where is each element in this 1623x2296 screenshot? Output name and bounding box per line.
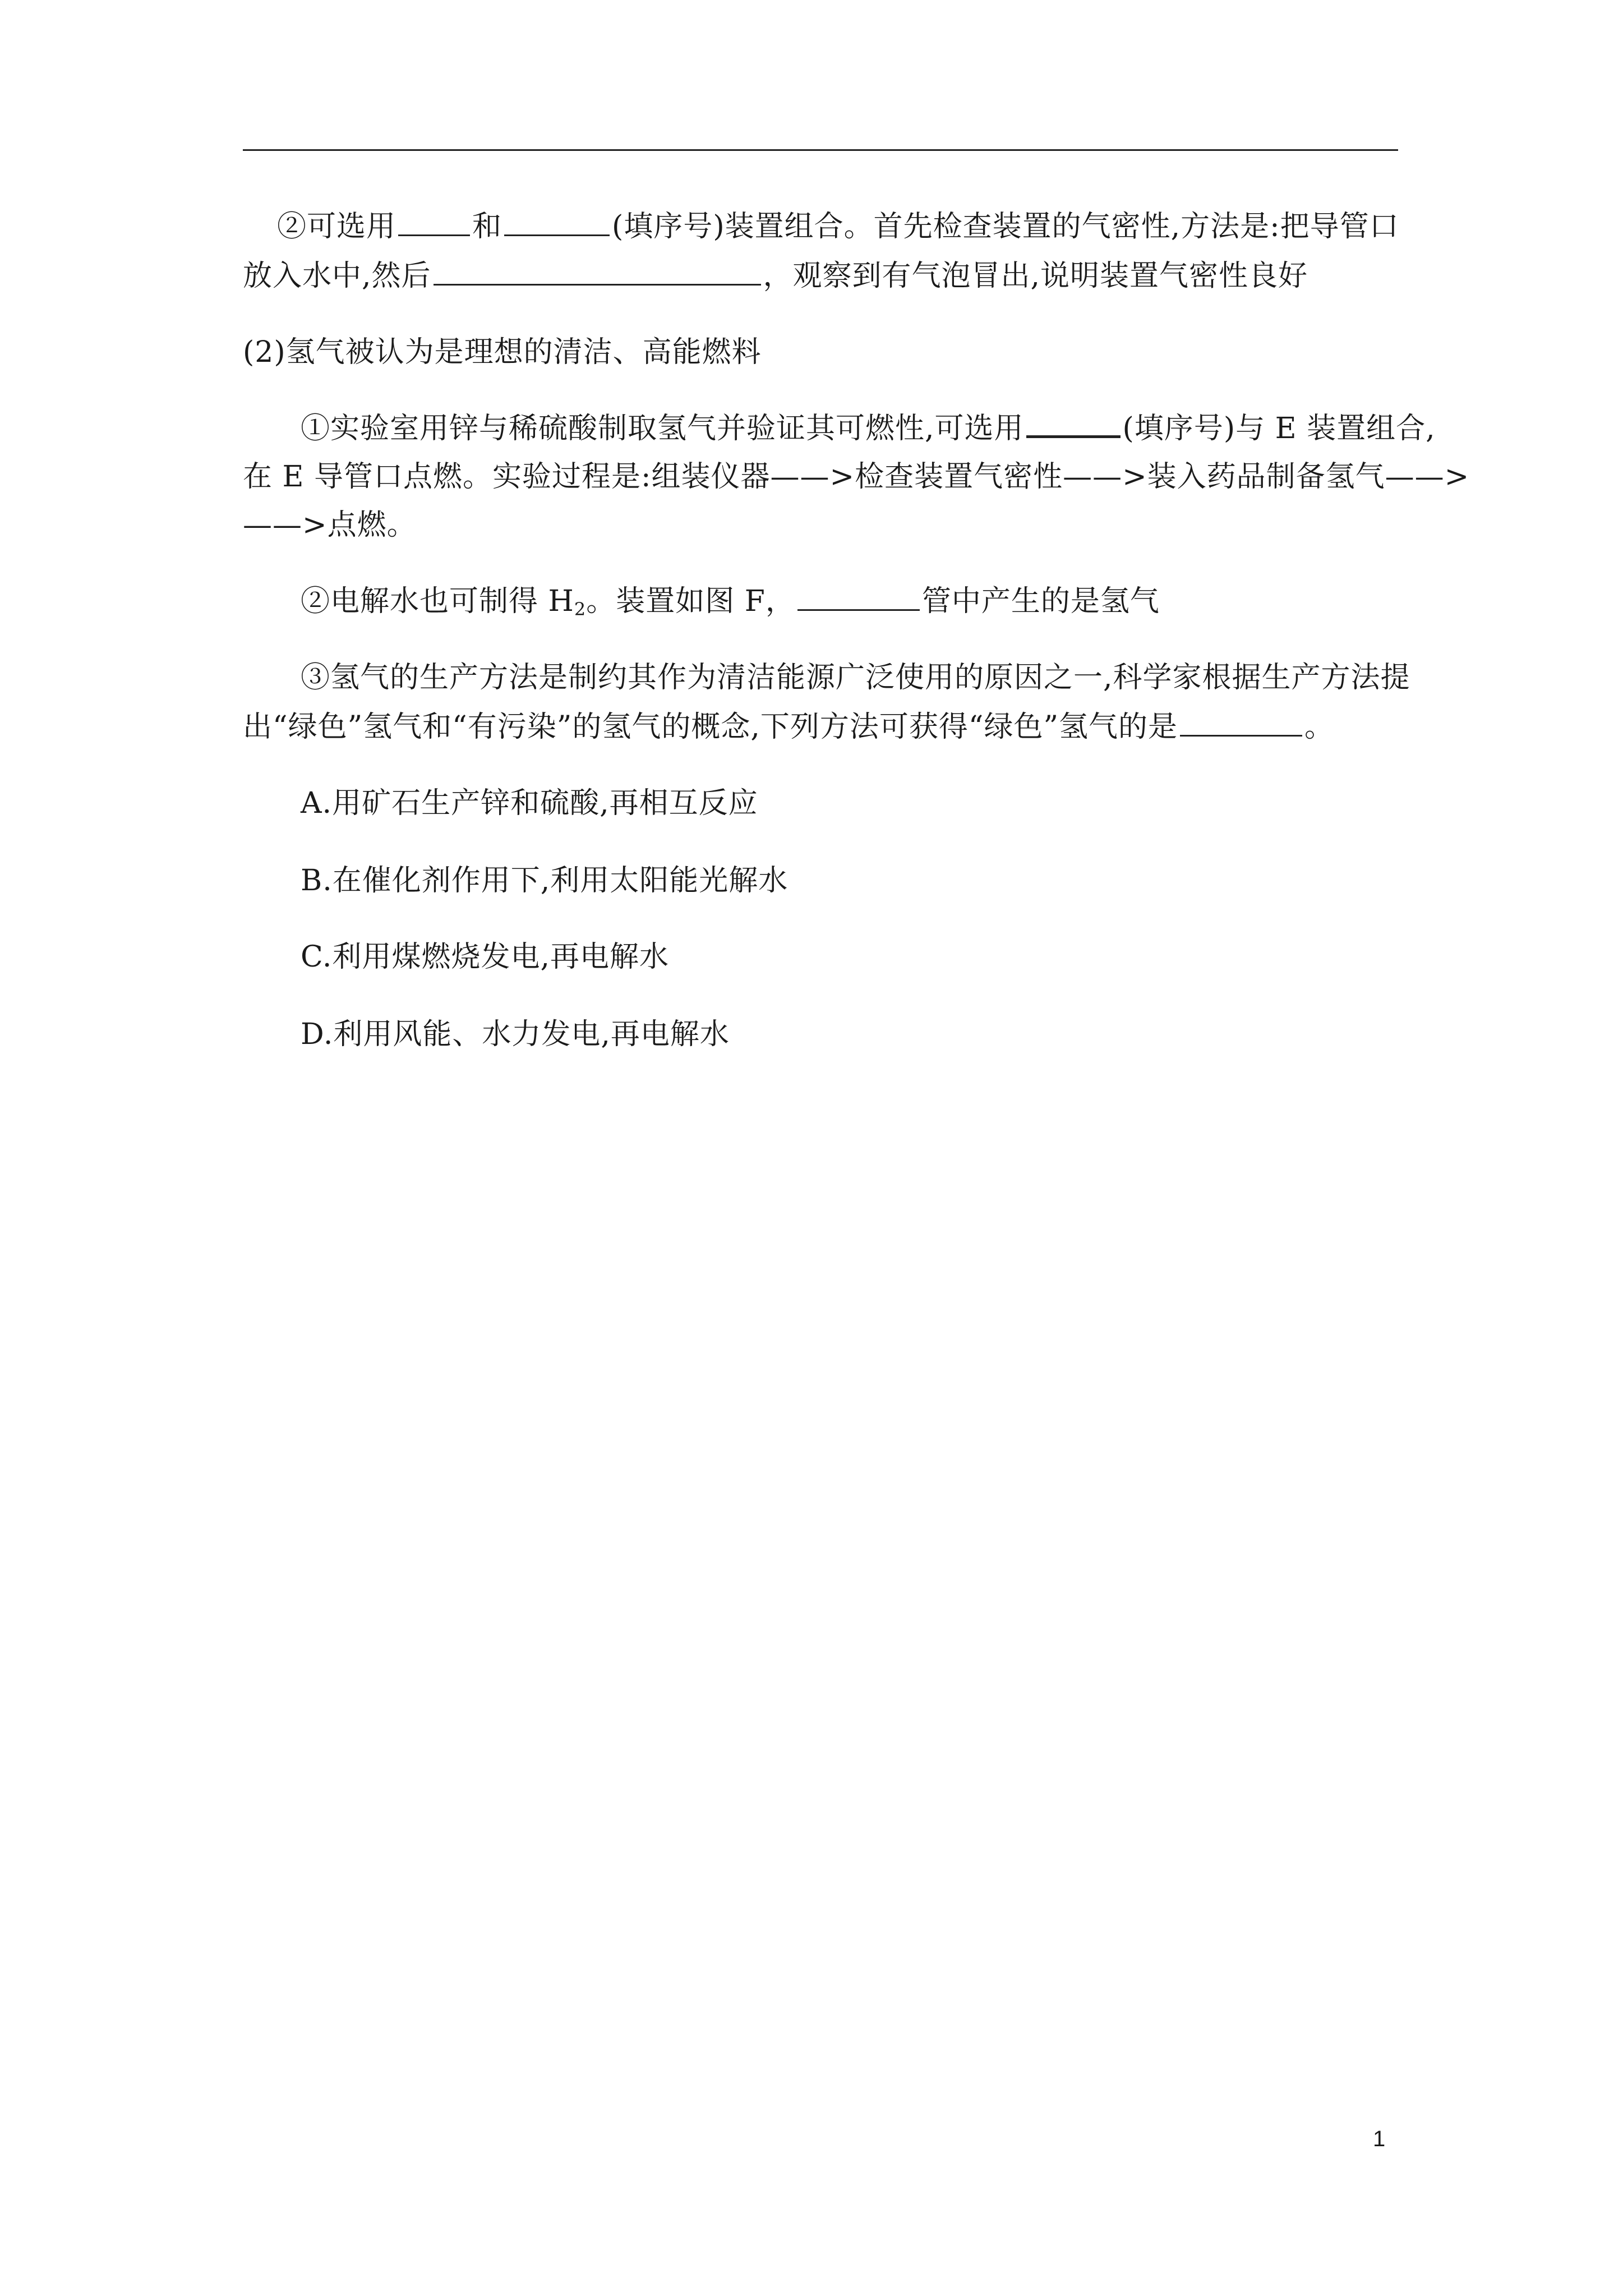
option-c: C.利用煤燃烧发电,再电解水	[301, 940, 669, 974]
option-b: B.在催化剂作用下,利用太阳能光解水	[301, 864, 789, 898]
question-2-3-line-2: 出“绿色”氢气和“有污染”的氢气的概念,下列方法可获得“绿色”氢气的是 。	[243, 707, 1334, 747]
question-1-2-line-2: 放入水中,然后 ，观察到有气泡冒出,说明装置气密性良好	[243, 256, 1308, 296]
question-2-1-line-2: 在 E 导管口点燃。实验过程是:组装仪器——>检查装置气密性——>装入药品制备氢气——>	[243, 460, 1470, 494]
question-2-1-line-3: ——>点燃。	[243, 508, 417, 542]
question-2-3-line-1: ③氢气的生产方法是制约其作为清洁能源广泛使用的原因之一,科学家根据生产方法提	[301, 661, 1410, 694]
option-a: A.用矿石生产锌和硫酸,再相互反应	[301, 786, 758, 820]
answer-blank[interactable]	[1026, 407, 1121, 438]
option-d: D.利用风能、水力发电,再电解水	[301, 1018, 730, 1051]
answer-blank[interactable]	[797, 581, 920, 611]
header-rule	[243, 149, 1398, 151]
section-2-heading: (2)氢气被认为是理想的清洁、高能燃料	[243, 335, 762, 369]
answer-blank[interactable]	[1180, 707, 1302, 737]
answer-blank[interactable]	[504, 206, 610, 236]
question-1-2-line-1: ②可选用 和 (填序号)装置组合。首先检查装置的气密性,方法是:把导管口	[277, 206, 1399, 247]
answer-blank[interactable]	[434, 256, 761, 286]
answer-blank[interactable]	[398, 206, 470, 236]
question-2-1-line-1: ①实验室用锌与稀硫酸制取氢气并验证其可燃性,可选用 (填序号)与 E 装置组合,	[301, 407, 1436, 449]
page-number: 1	[1373, 2127, 1386, 2151]
question-2-2: ②电解水也可制得 $H_2$。装置如图 F， 管中产生的是氢气	[301, 581, 1160, 629]
